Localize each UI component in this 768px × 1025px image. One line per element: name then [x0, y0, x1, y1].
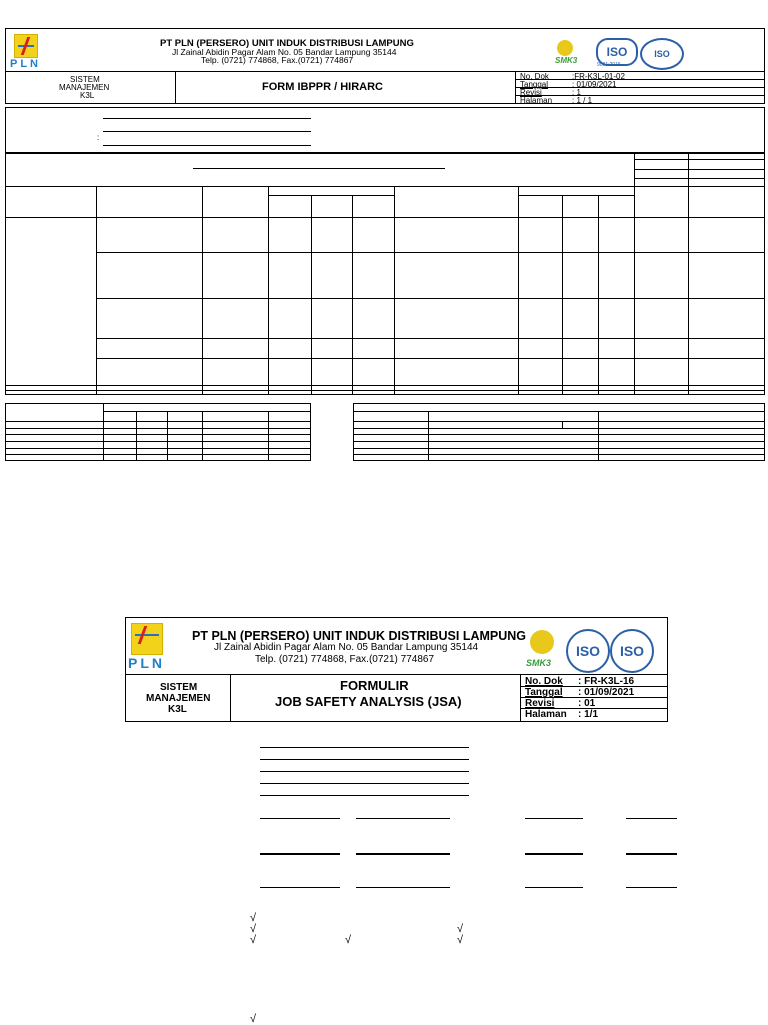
jsa-signature-line: [626, 853, 677, 855]
form2-title-line1: FORMULIR: [340, 678, 409, 693]
form1-system-line3: K3L: [80, 91, 95, 100]
pln-lightning-icon: [14, 34, 38, 58]
check-mark-icon: √: [457, 923, 464, 935]
meta-rule: [515, 79, 765, 80]
jsa-signature-line: [525, 887, 583, 888]
table-col: [428, 411, 429, 461]
table-col: [268, 186, 269, 395]
check-mark-icon: √: [345, 934, 352, 946]
form1-pln-logo: [10, 34, 41, 70]
table-row: [353, 434, 765, 435]
check-mark-icon: √: [457, 934, 464, 946]
info-field-line: [103, 118, 311, 119]
table-row: [353, 448, 765, 449]
check-mark-icon: √: [250, 923, 257, 935]
table-row: [5, 434, 311, 435]
form1-iso-standard: 9001:2015: [597, 62, 621, 68]
form2-iso-badge-2: ISO: [610, 629, 654, 673]
form2-phone: Telp. (0721) 774868, Fax.(0721) 774867: [255, 654, 435, 665]
form2-meta-value-0: : FR-K3L-16: [578, 676, 635, 687]
form1-header-divider: [5, 71, 765, 72]
form2-iso-badge-1: ISO: [566, 629, 610, 673]
form1-meta-value-0: :FR-K3L-01-02: [572, 72, 625, 81]
table-col: [202, 411, 203, 461]
jsa-signature-line: [260, 818, 340, 819]
form2-meta-label-2: Revisi: [525, 698, 555, 709]
table-row: [5, 385, 765, 386]
table-col: [268, 411, 269, 461]
smk3-logo-text: SMK3: [526, 658, 552, 668]
form2-meta-value-1: : 01/09/2021: [578, 687, 635, 698]
table-col: [518, 186, 519, 395]
form2-system-line2: MANAJEMEN: [146, 693, 211, 704]
table-row: [96, 252, 765, 253]
form2-title-line2: JOB SAFETY ANALYSIS (JSA): [275, 694, 462, 709]
jsa-signature-line: [356, 818, 450, 819]
table-row: [353, 411, 765, 412]
form1-smk3-logo: [545, 38, 590, 68]
jsa-field-line: [260, 759, 469, 760]
form1-address: Jl Zainal Abidin Pagar Alam No. 05 Bandar Lampung 35144: [172, 47, 397, 57]
table-row: [96, 338, 765, 339]
form1-meta-label-2: Revisi: [520, 88, 542, 97]
meta-rule: [520, 708, 668, 709]
jsa-signature-line: [525, 853, 583, 855]
form1-meta-value-2: : 1: [572, 88, 581, 97]
form1-phone: Telp. (0721) 774868, Fax.(0721) 774867: [201, 55, 354, 65]
info-field-line: [103, 131, 311, 132]
jsa-field-line: [260, 795, 469, 796]
table-col: [562, 421, 563, 428]
jsa-signature-line: [525, 818, 583, 819]
table-title-line: [193, 168, 445, 169]
table-col: [311, 195, 312, 395]
form2-meta-value-3: : 1/1: [578, 709, 599, 720]
jsa-signature-line: [626, 818, 677, 819]
form1-company-name: PT PLN (PERSERO) UNIT INDUK DISTRIBUSI LAMPUNG: [160, 38, 414, 49]
table-row: [634, 169, 765, 170]
jsa-signature-line: [626, 887, 677, 888]
meta-rule: [515, 95, 765, 96]
form1-meta-label-3: Halaman: [520, 96, 553, 105]
table-row: [268, 195, 394, 196]
jsa-signature-line: [260, 853, 340, 855]
meta-rule: [520, 686, 668, 687]
meta-rule: [515, 87, 765, 88]
table-row: [5, 186, 765, 187]
info-field-line: [103, 145, 311, 146]
form2-header-vdivider: [230, 674, 231, 722]
table-col: [96, 186, 97, 395]
jsa-signature-line: [356, 887, 450, 888]
form2-company-name: PT PLN (PERSERO) UNIT INDUK DISTRIBUSI LAMPUNG: [192, 629, 527, 643]
form1-meta-value-3: : 1 / 1: [572, 96, 593, 105]
table-col: [103, 403, 104, 461]
pln-lightning-icon: [131, 623, 163, 655]
form2-meta-label-0: No. Dok: [525, 676, 563, 687]
jsa-field-line: [260, 771, 469, 772]
table-row: [5, 217, 765, 218]
smk3-sun-icon: [557, 40, 573, 56]
form2-system-line1: SISTEM: [160, 682, 198, 693]
form2-smk3-logo: [520, 626, 565, 672]
jsa-field-line: [260, 747, 469, 748]
pln-logo-text: PLN: [128, 655, 165, 671]
table-col: [202, 186, 203, 395]
table-col: [394, 186, 395, 395]
table-col: [352, 195, 353, 395]
form2-meta-value-2: : 01: [578, 698, 596, 709]
form2-meta-label-3: Halaman: [525, 709, 567, 720]
table-row: [353, 421, 765, 422]
table-row: [5, 428, 311, 429]
form2-pln-logo: [128, 623, 165, 671]
table-row: [518, 195, 634, 196]
jsa-signature-line: [260, 887, 340, 888]
table-row: [96, 358, 765, 359]
form1-system-line1: SISTEM: [70, 75, 100, 84]
form1-meta-value-1: : 01/09/2021: [572, 80, 617, 89]
form1-iso-badge-2: ISO: [640, 38, 684, 70]
smk3-logo-text: SMK3: [555, 56, 578, 65]
form1-info-block: [5, 107, 765, 153]
info-colon: :: [97, 133, 100, 142]
table-row: [5, 421, 311, 422]
form2-system-line3: K3L: [168, 704, 187, 715]
form1-header-vdivider: [175, 71, 176, 104]
check-mark-icon: √: [250, 934, 257, 946]
table-row: [353, 428, 765, 429]
meta-rule: [520, 697, 668, 698]
form1-system-line2: MANAJEMEN: [59, 83, 110, 92]
table-row: [5, 454, 311, 455]
table-row: [634, 159, 765, 160]
form1-meta-label-0: No. Dok: [520, 72, 549, 81]
form2-address: Jl Zainal Abidin Pagar Alam No. 05 Bandar Lampung 35144: [214, 642, 479, 653]
form2-meta-label-1: Tanggal: [525, 687, 563, 698]
check-mark-icon: √: [250, 1013, 257, 1025]
table-row: [5, 441, 311, 442]
table-col: [167, 411, 168, 461]
check-mark-icon: √: [250, 912, 257, 924]
table-col: [598, 411, 599, 461]
table-col: [598, 195, 599, 395]
table-row: [353, 454, 765, 455]
form2-header-vdivider2: [520, 674, 521, 722]
table-row: [5, 390, 765, 391]
form1-iso-badge-1: ISO: [596, 38, 638, 66]
table-row: [353, 441, 765, 442]
table-col: [562, 195, 563, 395]
form1-meta-label-1: Tanggal: [520, 80, 549, 89]
smk3-sun-icon: [530, 630, 554, 654]
table-row: [103, 411, 311, 412]
table-row: [634, 178, 765, 179]
form1-title: FORM IBPPR / HIRARC: [262, 81, 383, 93]
table-col: [136, 411, 137, 461]
pln-logo-text: PLN: [10, 58, 41, 70]
jsa-signature-line: [356, 853, 450, 855]
jsa-field-line: [260, 783, 469, 784]
form2-header-divider: [125, 674, 668, 675]
table-row: [5, 448, 311, 449]
table-row: [96, 298, 765, 299]
